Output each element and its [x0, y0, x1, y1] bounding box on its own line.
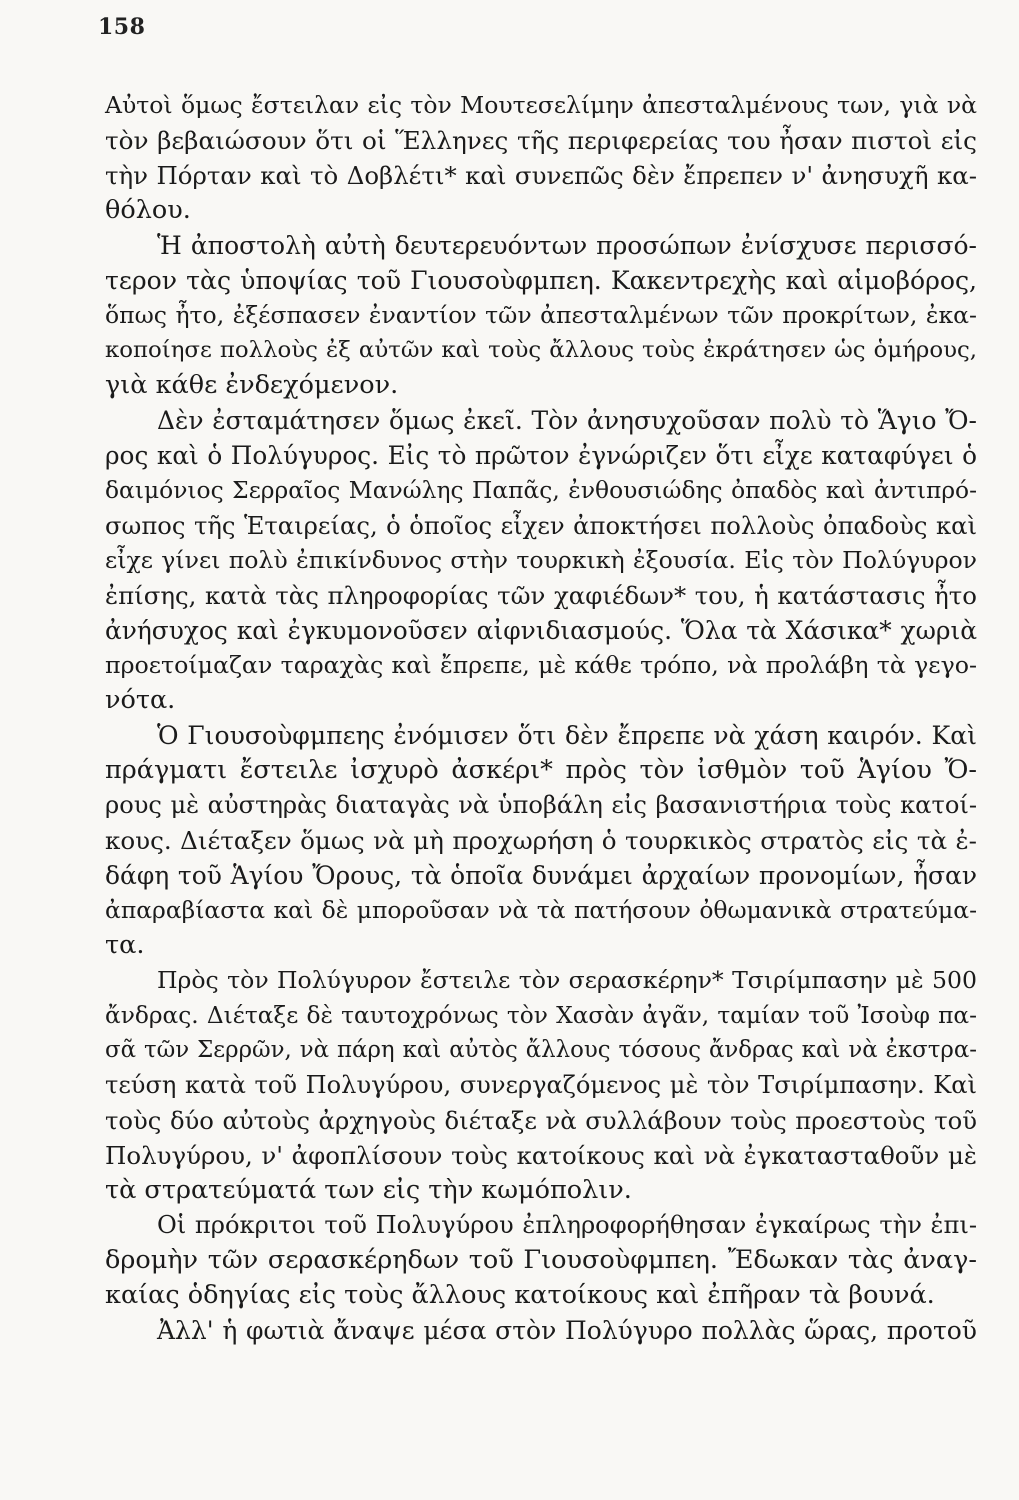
- text-line: ἄνδρας. Διέταξε δὲ ταυτοχρόνως τὸν Χασὰν ἀγᾶν, ταμίαν τοῦ Ἰσοὺφ πα-: [105, 1002, 977, 1029]
- text-line: τερον τὰς ὑποψίας τοῦ Γιουσοὺφμπεη. Κακεντρεχὴς καὶ αἱμοβόρος,: [105, 266, 977, 295]
- text-line: τοὺς δύο αὐτοὺς ἀρχηγοὺς διέταξε νὰ συλλάβουν τοὺς προεστοὺς τοῦ: [105, 1106, 977, 1135]
- text-line: πράγματι ἔστειλε ἰσχυρὸ ἀσκέρι* πρὸς τὸν ἰσθμὸν τοῦ Ἁγίου Ὄ-: [105, 755, 977, 785]
- text-line: ὅπως ἦτο, ἐξέσπασεν ἐναντίον τῶν ἀπεσταλμένων τῶν προκρίτων, ἐκα-: [105, 301, 977, 329]
- text-line: τα.: [105, 930, 145, 960]
- text-line: Οἱ πρόκριτοι τοῦ Πολυγύρου ἐπληροφορήθησαν ἐγκαίρως τὴν ἐπι-: [157, 1211, 977, 1239]
- text-line: νότα.: [105, 685, 176, 715]
- text-line: κους. Διέταξεν ὅμως νὰ μὴ προχωρήση ὁ τουρκικὸς στρατὸς εἰς τὰ ἐ-: [105, 826, 977, 855]
- text-line: ρους μὲ αὐστηρὰς διαταγὰς νὰ ὑποβάλη εἰς βασανιστήρια τοὺς κατοί-: [105, 791, 977, 819]
- text-line: Δὲν ἐσταμάτησεν ὅμως ἐκεῖ. Τὸν ἀνησυχοῦσαν πολὺ τὸ Ἅγιο Ὄ-: [157, 406, 977, 435]
- text-line: Αὐτοὶ ὅμως ἔστειλαν εἰς τὸν Μουτεσελίμην ἀπεσταλμένους των, γιὰ νὰ: [105, 91, 977, 119]
- text-line: δάφη τοῦ Ἁγίου Ὄρους, τὰ ὁποῖα δυνάμει ἀρχαίων προνομίων, ἦσαν: [105, 861, 977, 890]
- text-line: Πολυγύρου, ν' ἀφοπλίσουν τοὺς κατοίκους καὶ νὰ ἐγκατασταθοῦν μὲ: [105, 1141, 977, 1170]
- text-line: ἀνήσυχος καὶ ἐγκυμονοῦσεν αἰφνιδιασμούς. Ὅλα τὰ Χάσικα* χωριὰ: [105, 616, 977, 645]
- text-line: καίας ὁδηγίας εἰς τοὺς ἄλλους κατοίκους καὶ ἐπῆραν τὰ βουνά.: [105, 1280, 935, 1310]
- text-line: Ἀλλ' ἡ φωτιὰ ἄναψε μέσα στὸν Πολύγυρο πολλὰς ὥρας, προτοῦ: [157, 1316, 977, 1345]
- text-line: δρομὴν τῶν σερασκέρηδων τοῦ Γιουσοὺφμπεη. Ἔδωκαν τὰς ἀναγ-: [105, 1245, 977, 1275]
- text-line: σωπος τῆς Ἑταιρείας, ὁ ὁποῖος εἶχεν ἀποκτήσει πολλοὺς ὀπαδοὺς καὶ: [105, 511, 977, 540]
- text-line: τὰ στρατεύματά των εἰς τὴν κωμόπολιν.: [105, 1175, 632, 1205]
- body-text: [105, 88, 977, 1348]
- text-line: κοποίησε πολλοὺς ἐξ αὐτῶν καὶ τοὺς ἄλλους τοὺς ἐκράτησεν ὡς ὁμήρους,: [105, 337, 977, 363]
- text-line: ἐπίσης, κατὰ τὰς πληροφορίας τῶν χαφιέδων* του, ἡ κατάστασις ἦτο: [105, 581, 977, 610]
- text-line: θόλου.: [105, 195, 191, 225]
- text-line: ἀπαραβίαστα καὶ δὲ μποροῦσαν νὰ τὰ πατήσουν ὀθωμανικὰ στρατεύμα-: [105, 896, 977, 924]
- page-number: 158: [98, 14, 146, 40]
- text-line: τὸν βεβαιώσουν ὅτι οἱ Ἕλληνες τῆς περιφερείας του ἦσαν πιστοὶ εἰς: [105, 126, 977, 155]
- text-line: ρος καὶ ὁ Πολύγυρος. Εἰς τὸ πρῶτον ἐγνώριζεν ὅτι εἶχε καταφύγει ὁ: [105, 441, 977, 470]
- text-line: σᾶ τῶν Σερρῶν, νὰ πάρη καὶ αὐτὸς ἄλλους τόσους ἄνδρας καὶ νὰ ἐκστρα-: [105, 1037, 977, 1063]
- text-line: δαιμόνιος Σερραῖος Μανώλης Παπᾶς, ἐνθουσιώδης ὀπαδὸς καὶ ἀντιπρό-: [105, 476, 977, 504]
- text-line: τὴν Πόρταν καὶ τὸ Δοβλέτι* καὶ συνεπῶς δὲν ἔπρεπεν ν' ἀνησυχῆ κα-: [105, 161, 977, 190]
- text-line: προετοίμαζαν ταραχὰς καὶ ἔπρεπε, μὲ κάθε τρόπο, νὰ προλάβη τὰ γεγο-: [105, 651, 977, 679]
- text-line: εἶχε γίνει πολὺ ἐπικίνδυνος στὴν τουρκικὴ ἐξουσία. Εἰς τὸν Πολύγυρον: [105, 546, 977, 574]
- text-line: τεύση κατὰ τοῦ Πολυγύρου, συνεργαζόμενος μὲ τὸν Τσιρίμπασην. Καὶ: [105, 1071, 977, 1099]
- text-line: Πρὸς τὸν Πολύγυρον ἔστειλε τὸν σερασκέρην* Τσιρίμπασην μὲ 500: [157, 966, 977, 994]
- text-line: Ἡ ἀποστολὴ αὐτὴ δευτερευόντων προσώπων ἐνίσχυσε περισσό-: [157, 231, 977, 260]
- text-line: Ὁ Γιουσοὺφμπεης ἐνόμισεν ὅτι δὲν ἔπρεπε νὰ χάση καιρόν. Καὶ: [157, 721, 977, 750]
- text-line: γιὰ κάθε ἐνδεχόμενον.: [105, 370, 399, 400]
